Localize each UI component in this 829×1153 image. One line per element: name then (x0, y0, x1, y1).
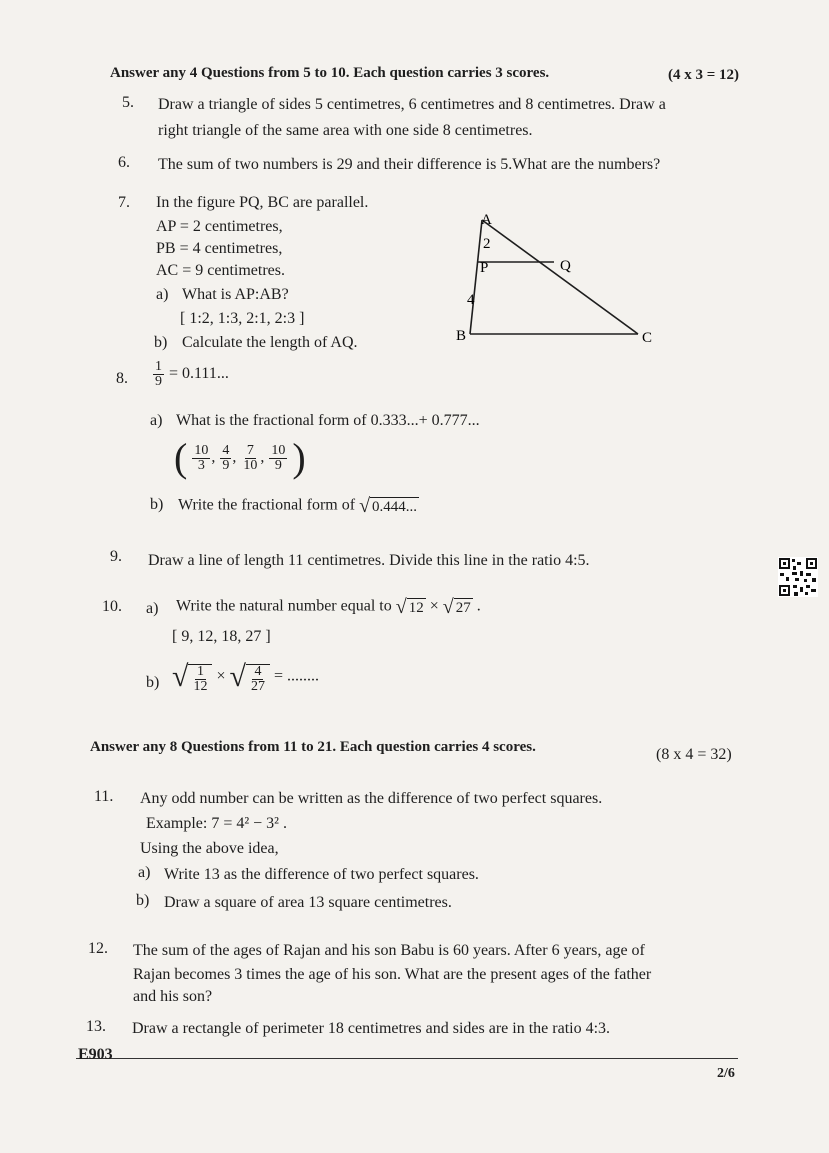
option-fraction: $\frac{10}{9}$ (271, 442, 286, 473)
square-root: √ $\frac{1}{12}$ (172, 660, 212, 694)
section-marks: (4 x 3 = 12) (668, 67, 740, 83)
exam-code: E903 (78, 1046, 113, 1063)
question-number: 6. (118, 154, 130, 171)
section-marks: (8 x 4 = 32) (656, 746, 732, 763)
answer-options: ( $\frac{10}{3}$ , $\frac{4}{9}$ , $\frac{7}{10}$ , $\frac{10}{9}$ ) (174, 435, 306, 480)
vertex-b: B (456, 328, 467, 344)
question-text: Draw a line of length 11 centimetres. Divide this line in the ratio 4:5. (148, 552, 590, 569)
square-root: √ 27 (442, 596, 471, 618)
example-text: Example: 7 = 4² − 3² . (146, 815, 287, 832)
side-ab (470, 220, 482, 334)
question-text: The sum of the ages of Rajan and his son Babu is 60 years. After 6 years, age of (133, 942, 645, 959)
question-text: Rajan becomes 3 times the age of his son. What are the present ages of the father (133, 966, 652, 983)
subpart-label: b) (136, 892, 150, 909)
subpart-text: What is AP:AB? (182, 286, 289, 303)
question-number: 10. (102, 598, 122, 615)
given-ac: AC = 9 centimetres. (156, 262, 285, 279)
answer-options: [ 9, 12, 18, 27 ] (172, 628, 271, 645)
subpart-label: b) (150, 496, 164, 513)
question-number: 11. (94, 788, 114, 805)
option-fraction: $\frac{10}{3}$ (194, 442, 209, 473)
section-heading: Answer any 4 Questions from 5 to 10. Each question carries 3 scores. (110, 65, 550, 81)
subpart-label: a) (138, 864, 151, 881)
subpart-text: What is the fractional form of 0.333...+ 0.777... (176, 412, 480, 429)
question-text: The sum of two numbers is 29 and their difference is 5.What are the numbers? (158, 156, 661, 173)
fraction-equation (152, 360, 229, 389)
vertex-c: C (642, 330, 653, 345)
given-ap: AP = 2 centimetres, (156, 218, 283, 235)
question-number: 5. (122, 94, 134, 111)
fraction: $\frac{1}{9}$ (155, 359, 162, 389)
root-product-expression: √ $\frac{1}{12}$ × √ $\frac{4}{27}$ = ........ (172, 660, 319, 694)
footer-divider (76, 1058, 738, 1059)
subpart-label: b) (146, 674, 160, 691)
question-text: Draw a rectangle of perimeter 18 centimetres and sides are in the ratio 4:3. (132, 1020, 611, 1037)
subpart-label: a) (150, 412, 163, 429)
question-text: right triangle of the same area with one side 8 centimetres. (158, 122, 533, 139)
subpart-text: Draw a square of area 13 square centimetres. (164, 894, 452, 911)
equals-value: = 0.111... (169, 365, 229, 383)
side-ac (482, 220, 638, 334)
question-text: Draw a triangle of sides 5 centimetres, 6 centimetres and 8 centimetres. Draw a (158, 96, 666, 113)
vertex-p: P (480, 260, 489, 276)
question-number: 12. (88, 940, 108, 957)
question-number: 8. (116, 370, 128, 387)
subpart-label: a) (156, 286, 169, 303)
square-root: √ $\frac{4}{27}$ (230, 660, 270, 694)
instruction-text: Using the above idea, (140, 840, 279, 857)
length-pb: 4 (467, 292, 475, 308)
square-root: √ 0.444... (359, 495, 418, 517)
square-root: √ 12 (395, 596, 424, 618)
length-ap: 2 (483, 236, 491, 252)
subpart-text: Write the fractional form of √ 0.444... (178, 495, 418, 517)
option-fraction: $\frac{7}{10}$ (243, 442, 258, 473)
subpart-label: b) (154, 334, 168, 351)
qr-code (778, 557, 818, 597)
vertex-q: Q (560, 258, 571, 274)
triangle-figure (450, 210, 665, 345)
question-number: 7. (118, 194, 130, 211)
vertex-a: A (481, 212, 492, 228)
subpart-text: Calculate the length of AQ. (182, 334, 358, 351)
question-number: 13. (86, 1018, 106, 1035)
subpart-text: Write 13 as the difference of two perfect squares. (164, 866, 479, 883)
given-pb: PB = 4 centimetres, (156, 240, 283, 257)
option-fraction: $\frac{4}{9}$ (222, 442, 230, 473)
question-text: In the figure PQ, BC are parallel. (156, 194, 369, 211)
question-number: 9. (110, 548, 122, 565)
question-text: Any odd number can be written as the difference of two perfect squares. (140, 790, 603, 807)
answer-options: [ 1:2, 1:3, 2:1, 2:3 ] (180, 310, 305, 327)
subpart-text: Write the natural number equal to √ 12 × √ 27 . (176, 596, 481, 618)
section-heading: Answer any 8 Questions from 11 to 21. Each question carries 4 scores. (90, 739, 536, 755)
page-number: 2/6 (717, 1066, 735, 1081)
question-text: and his son? (133, 988, 213, 1005)
subpart-label: a) (146, 600, 159, 617)
